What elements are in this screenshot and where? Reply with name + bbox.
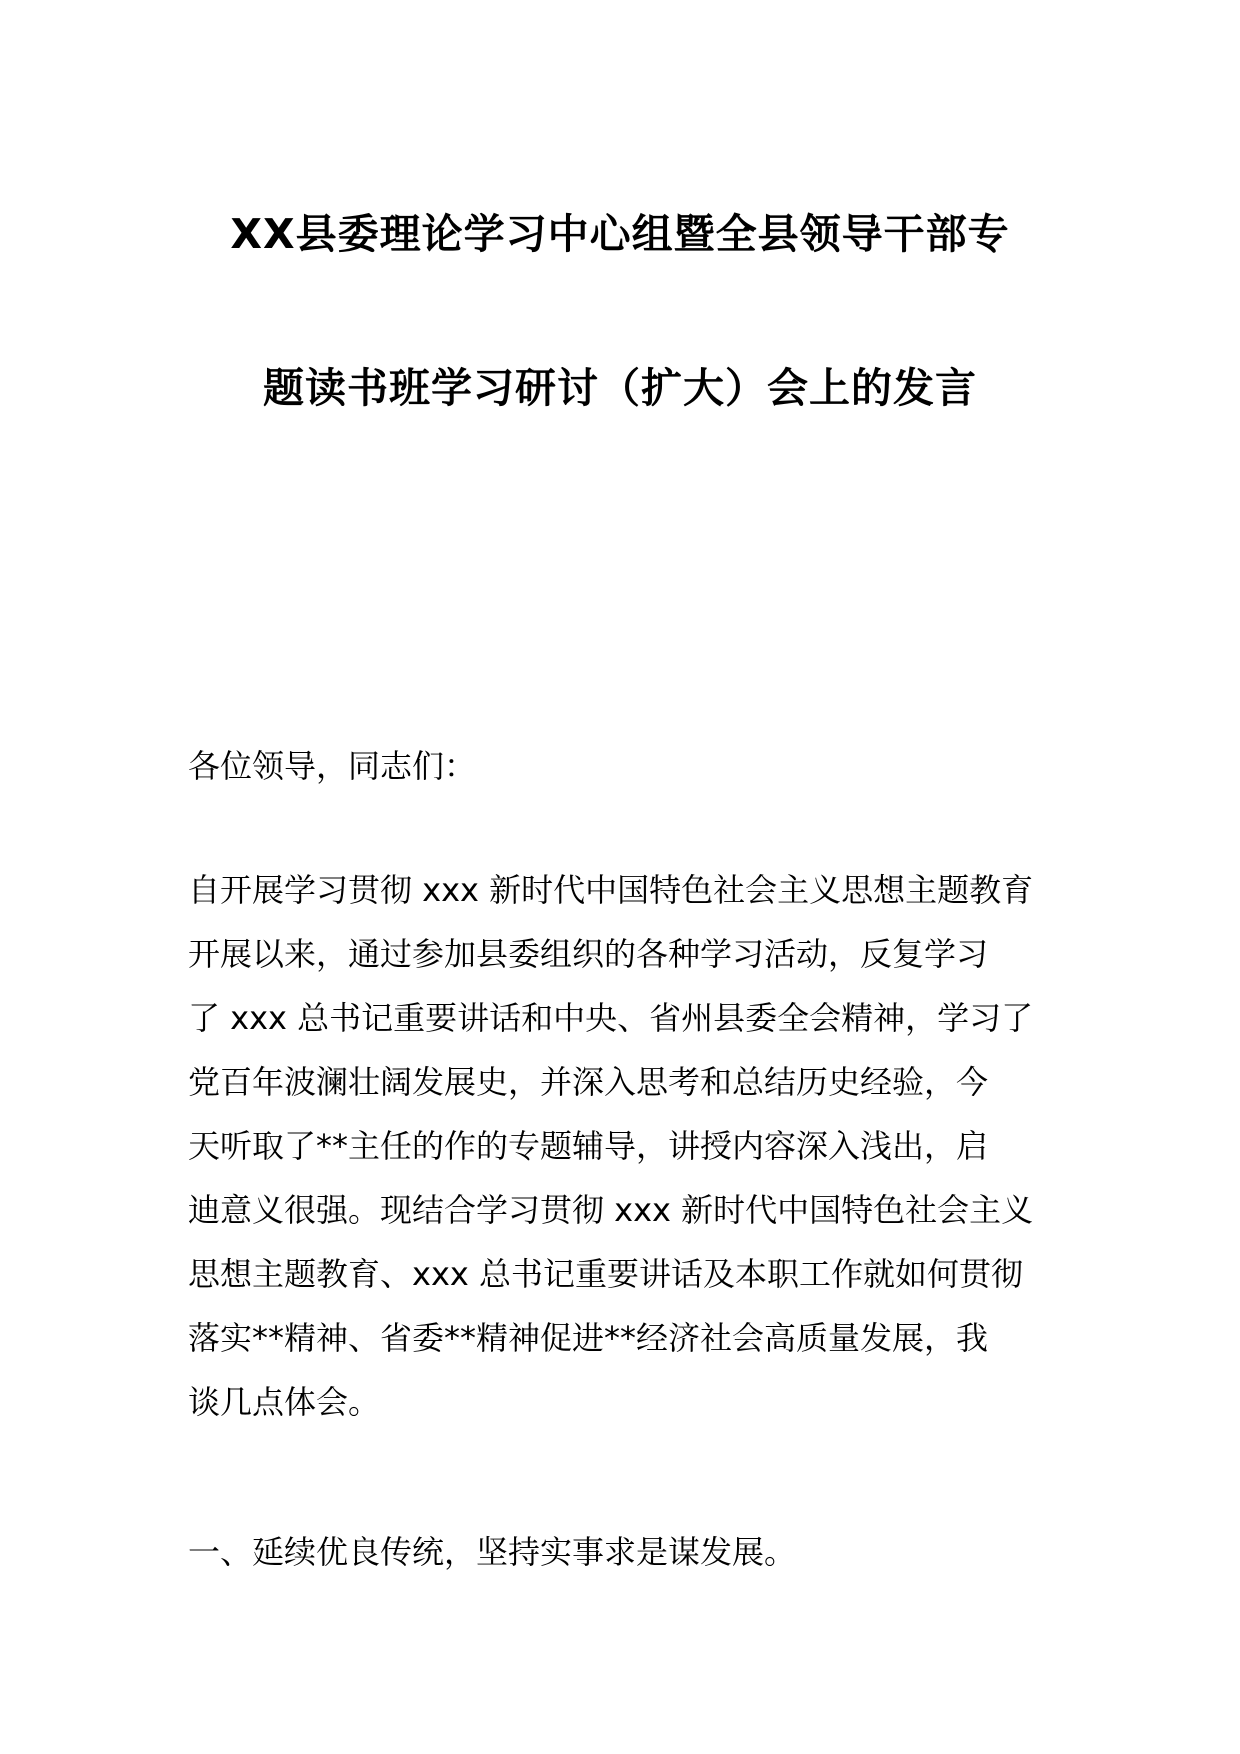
paragraph-line: 自开展学习贯彻 xxx 新时代中国特色社会主义思想主题教育	[188, 871, 1034, 909]
paragraph-line: 天听取了**主任的作的专题辅导，讲授内容深入浅出，启	[188, 1127, 989, 1165]
paragraph-line: 开展以来，通过参加县委组织的各种学习活动，反复学习	[188, 935, 989, 973]
paragraph-line: 谈几点体会。	[188, 1383, 381, 1421]
document-title-line-1: XX县委理论学习中心组暨全县领导干部专	[230, 210, 1010, 258]
paragraph-line: 了 xxx 总书记重要讲话和中央、省州县委全会精神，学习了	[188, 999, 1034, 1037]
paragraph-line: 迪意义很强。现结合学习贯彻 xxx 新时代中国特色社会主义	[188, 1191, 1034, 1229]
paragraph-line: 思想主题教育、xxx 总书记重要讲话及本职工作就如何贯彻	[188, 1255, 1023, 1293]
paragraph-line: 党百年波澜壮阔发展史，并深入思考和总结历史经验，今	[188, 1063, 989, 1101]
section-heading: 一、延续优良传统，坚持实事求是谋发展。	[188, 1533, 797, 1571]
salutation: 各位领导，同志们：	[188, 747, 477, 785]
paragraph-line: 落实**精神、省委**精神促进**经济社会高质量发展，我	[188, 1319, 989, 1357]
document-title-line-2: 题读书班学习研讨（扩大）会上的发言	[263, 364, 977, 412]
